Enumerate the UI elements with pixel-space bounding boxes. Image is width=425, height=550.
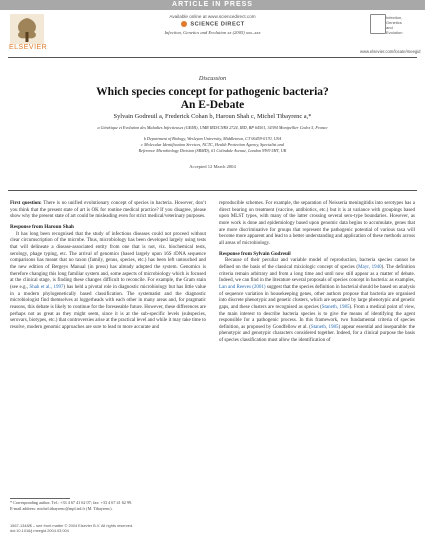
body-paragraph: It has long been recognised that the study of infectious diseases could not proceed without clear circumscription of the microbe. Thus, microbiology has been developed largely using tests that will delineate a disease-associated entity from one that is not, viz. biochemical tests, serology, phage typing, etc. The arrival of genomics (based largely upon 16S rDNA sequence comparisons has meant that no taxon (family, genus, species, etc.) has been left untouched and the new edition of Bergeys Manual (in press) has already adopted the system. Genomics is therefore changing this long familiar system and, some aspects of microbiology which is focused at the clinical stage, is finding these changes difficult to reconcile. For example, the Gram stain (see e.g., Shah et al., 1997) has held a pivotal role in diagnostic microbiology but has little value in a modern phylogenetically based classification. The systematist and the diagnostic microbiologist find themselves at loggerheads with each other in many areas and, for pragmatic reasons, this debate is likely to continue for the foreseeable future. However, these differences are perhaps not as great as they might seem, since it is at the sub-specific levels (subspecies, serovars, biotypes, etc.) that controversies arise at the practical level and while it may take time to resolve, modern genomic approaches are sure to lead to more accurate and (10, 231, 207, 330)
corresponding-author-footnote: * Corresponding author. Tel.: +33 4 67 41 62 07; fax: +33 4 67 41 62 99. E-mail address: michel.tibayrenc@mpl.ird.fr (M. Tibayrenc). (10, 500, 210, 511)
body-paragraph: Because of their peculiar and variable model of reproduction, bacteria species cannot be defined on the basis of the classical mixiologic concept of species (Mayr, 1940). The definition criteria remain arbitrary and from a long time and until now still appear as a matter of debate. Indeed, we can find in the literature several proposals of species concept in bacteria: as examples, Lan and Reeves (2001) suggest that the species definition in bacterial should be based on analysis of sequence variation in housekeeping genes, other authors propose that bacteria are organised into discrete phenotypic and genetic clusters, which are separated by large phenotypic and genetic gaps, and these clusters are recognised as species (Staneth, 1985). From a medical point of view, the main interest to describe bacteria species is to give the means of identifying the agent responsible for a pathogenic process. In this framework, two fundamental criteria of species definition, as proposed by Goodfellow et al. (Staneth, 1985) appear essential and inseparable: the phenotypic and genotypic characters considered together. Indeed, for a clinical purpose the basis of species classification must allow the identification of (219, 258, 416, 344)
citation-link[interactable]: Shah et al., 1997 (29, 284, 64, 290)
sciencedirect-logo (0, 21, 425, 27)
article-title: Which species concept for pathogenic bacteria? An E-Debate (96, 86, 329, 111)
author-email[interactable]: E-mail address: michel.tibayrenc@mpl.ird.fr (M. Tibayrenc). (10, 505, 113, 511)
affiliation-c-cont: Reference Microbiology Division (SRMD), 61 Colindale Avenue, London NW9 5HT, UK (138, 148, 287, 153)
available-online-text: Available online at www.sciencedirect.com (169, 14, 256, 19)
citation-link[interactable]: Lan and Reeves (2001) (219, 284, 266, 290)
citation-link[interactable]: Mayr, 1940 (358, 264, 382, 270)
journal-url[interactable]: www.elsevier.com/locate/meegid (360, 49, 421, 54)
footnote-rule (10, 498, 70, 499)
section-label: Discussion (198, 75, 227, 82)
right-column (219, 201, 415, 346)
affiliation-c: c Molecular Identification Services, NCTC, Health Protection Agency, Specialist and (141, 142, 284, 147)
doi-line[interactable]: doi:10.1016/j.meegid.2004.03.004 (10, 528, 69, 534)
accepted-date: Accepted 12 March 2004 (189, 164, 236, 169)
affiliation-a: a Génétique et Evolution des Maladies Infectieuses (GEMI), UMR IRD/CNRS 2724, IRD, BP 64501, 34394 Montpellier Cedex 5, France (97, 125, 328, 130)
citation-link[interactable]: Staneth, 1985 (321, 304, 350, 310)
header-rule (8, 57, 417, 58)
journal-reference: Infection, Genetics and Evolution xx (2005) xxx–xxx (164, 30, 261, 35)
body-paragraph: reproducible schemes. For example, the separation of Neisseria meningitidis into serotypes has a direct bearing on treatment (vaccine, antibiotics, etc.) but it is at variance with groupings based upon MLST types, with many of the latter crossing several sero-type boundaries. However, as more work is done and epidemiology based upon genomic data begins to accumulate, genes that are more discriminative for groups that represent the pathogenic potential of various taxa will become more apparent and lead to a better understanding and application of these methods across all areas of microbiology. (219, 201, 415, 246)
affiliation-b: b Department of Biology, Wesleyan University, Middletown, CT 06459-0170, USA (143, 136, 282, 141)
journal-cover-icon (370, 14, 386, 34)
journal-logo-text: Infection, Genetics and Evolution (386, 15, 403, 35)
copyright-line: 1567-1348/$ – see front matter © 2004 Elsevier B.V. All rights reserved. (10, 523, 134, 528)
platform-name: SCIENCE DIRECT (190, 21, 245, 28)
citation-link[interactable]: Staneth, 1985 (310, 324, 339, 330)
abstract-rule (8, 190, 417, 191)
author-list: Sylvain Godreuil a, Frederick Cohan b, Haroun Shah c, Michel Tibayrenc a,* (113, 113, 312, 120)
sciencedirect-dot-icon (181, 21, 187, 27)
left-column (10, 201, 206, 332)
first-question-paragraph: First question: There is no unified evolutionary concept of species in bacteria. However, don’t you think that the present state of art is OK for routine medical practice? If you disagree, please show why the present state of art could be misleading even for strict medical/veterinary purposes. (10, 201, 207, 220)
banner-article-in-press: ARTICLE IN PRESS (0, 0, 425, 10)
page-footer (10, 523, 210, 533)
publisher-name: ELSEVIER (9, 44, 48, 51)
section-heading-shah: Response from Haroun Shah (10, 223, 74, 230)
section-heading-godreuil: Response from Sylvain Godreuil (219, 250, 291, 257)
